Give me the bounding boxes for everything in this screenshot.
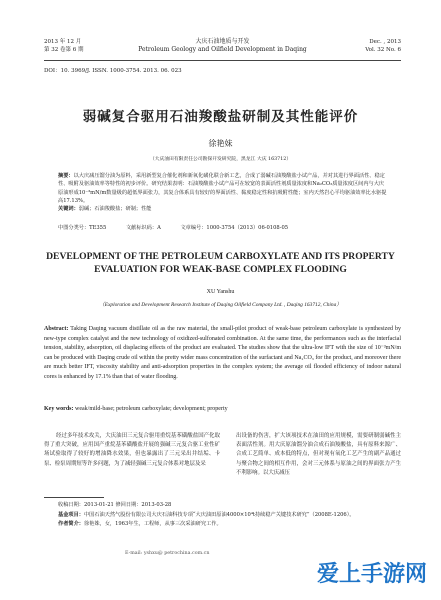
- abstract-cn: [58, 172, 389, 213]
- footnotes: [58, 501, 401, 530]
- clc-number: 中图分类号：TE355: [58, 225, 107, 231]
- author-cn: 徐艳妹: [208, 139, 233, 148]
- keywords-cn-label: 关键词：: [58, 206, 79, 213]
- author-bio-label: 作者简介：: [58, 521, 84, 527]
- abstract-en-label: Abstract:: [44, 326, 69, 332]
- header-date-cn: 2013 年 12 月: [44, 39, 82, 45]
- body-column-right: 出设备的伤害，扩大该项技术在油田的应用规模，需要研制弱碱性主表面活性剂。用大庆原油馏分油合成石油羧酸盐，具有原料来源广、合成工艺简单、成本低的特点，但对现有氧化工艺产生的副产品通过与聚合物之间的相互作用，会对三元体系与原油之间的界面张力产生不利影响。以大庆减压: [236, 433, 401, 476]
- keywords-en-text: weak/mild-base; petroleum carboxylate; development; property: [75, 406, 228, 412]
- received-dates: 收稿日期：2013-01-21 修回日期：2013-03-28: [58, 502, 172, 508]
- affiliation-en: （Exploration and Development Research Institute of Daqing Oilfield Company Ltd. , Daqing 163712, China）: [99, 302, 342, 308]
- fund-label: 基金项目：: [58, 511, 84, 518]
- header-journal-cn: 大庆石油地质与开发: [195, 38, 250, 45]
- header-issue-info: [44, 38, 84, 54]
- keywords-en: [44, 406, 401, 412]
- running-header: [44, 38, 401, 61]
- author-bio: [58, 520, 401, 530]
- header-volume-cn: 第 32 卷第 6 期: [44, 47, 84, 53]
- header-journal-en: Petroleum Geology and Oilfield Development in Daqing: [138, 46, 307, 53]
- keywords-cn-text: 弱碱；石油羧酸盐；研制；性能: [78, 206, 152, 213]
- paper-title-en: DEVELOPMENT OF THE PETROLEUM CARBOXYLATE AND ITS PROPERTY EVALUATION FOR WEAK-BASE COMPLEX FLOODING: [46, 251, 395, 275]
- site-watermark-logo: [315, 550, 433, 594]
- fund-text: 中国石油天然气股份有限公司大庆石油科技专项“大庆油田原油4000×10⁴t持续稳产关键技术研究”（2008E-1206）。: [83, 511, 355, 518]
- watermark-text: 爱上手游网: [317, 562, 428, 587]
- header-journal-name: [134, 38, 311, 54]
- body-column-left: 经过多年技术攻关，大庆油田三元复合驱用重烷基苯磺酸盐国产化取得了重大突破，应用国产重烷基苯磺酸盐开展的强碱三元复合驱工业性矿场试验取得了较好的增油降水效果，但也暴露出了三元采出井结垢、卡泵、检泵周期短等许多问题，为了减轻强碱三元复合体系对地层及采: [44, 433, 220, 467]
- keywords-en-label: Key words:: [44, 406, 74, 412]
- abstract-en-text: Taking Daqing vacuum distillate oil as the raw material, the small-pilot product of weak-base petroleum carboxylate is synthesized by new-type complex catalyst and the new technology of oxidized-sulfonated combination. At the same time, the performances such as the interfacial tension, stability, adsorption, oil displacing effects of the product are evaluated. The studies show that the ultra-low IFT with the size of 10⁻³mN/m can be produced with Daqing crude oil within the pretty wider mass concentration of the surfactant and Na₂CO₃ for the product, and moreover there are much better IFT, viscosity stability and anti-adsorption properties in the complex system; the average oil flooded efficiency of indoor natural cores is enhanced by 17.1% than that of water flooding.: [44, 326, 401, 380]
- abstract-cn-text: 以大庆减压馏分油为原料，采用新型复合催化剂和新氧化磺化联合新工艺，合成了弱碱石油羧酸盐小试产品，并对其进行界面活性、稳定性、吸附及驱油效率等特性的初步评价。研究结果表明：石油羧酸盐小试产品可在较宽的表面活性剂质量浓度和Na₂CO₃质量浓度区间内与大庆原油形成10⁻³mN/m数量级的超低界面张力，其复合体系具有较好的界面活性、黏度稳定性和抗吸附性能；室内天然岩心平均驱油效率比水驱提高17.13%。: [58, 173, 387, 204]
- author-email: E-mail: yshxu@ petrochina.com.cn: [125, 551, 210, 556]
- footnote-divider: [44, 497, 104, 498]
- article-number: 文章编号：1000-3754（2013）06-0108-05: [180, 225, 289, 231]
- header-issue-info-en: [365, 38, 401, 54]
- doi-line: DOI：10. 3969/J. ISSN. 1000-3754. 2013. 06. 023: [44, 68, 182, 74]
- header-date-en: Dec. , 2013: [369, 39, 401, 45]
- abstract-cn-label: 摘要：: [58, 173, 74, 179]
- affiliation-cn: （大庆油田有限责任公司勘探开发研究院，黑龙江 大庆 163712）: [149, 157, 292, 162]
- author-en: XU Yanshu: [206, 289, 235, 295]
- document-code: 文献标识码：A: [125, 225, 161, 231]
- paper-title-cn: 弱碱复合驱用石油羧酸盐研制及其性能评价: [82, 109, 359, 125]
- author-bio-text: 徐艳姝，女，1963年生，工程师，从事三次采油研究工作。: [83, 521, 222, 527]
- fund-note: [58, 511, 401, 521]
- classification-row: [58, 224, 398, 231]
- header-volume-en: Vol. 32 No. 6: [365, 47, 401, 53]
- abstract-en: [44, 325, 401, 383]
